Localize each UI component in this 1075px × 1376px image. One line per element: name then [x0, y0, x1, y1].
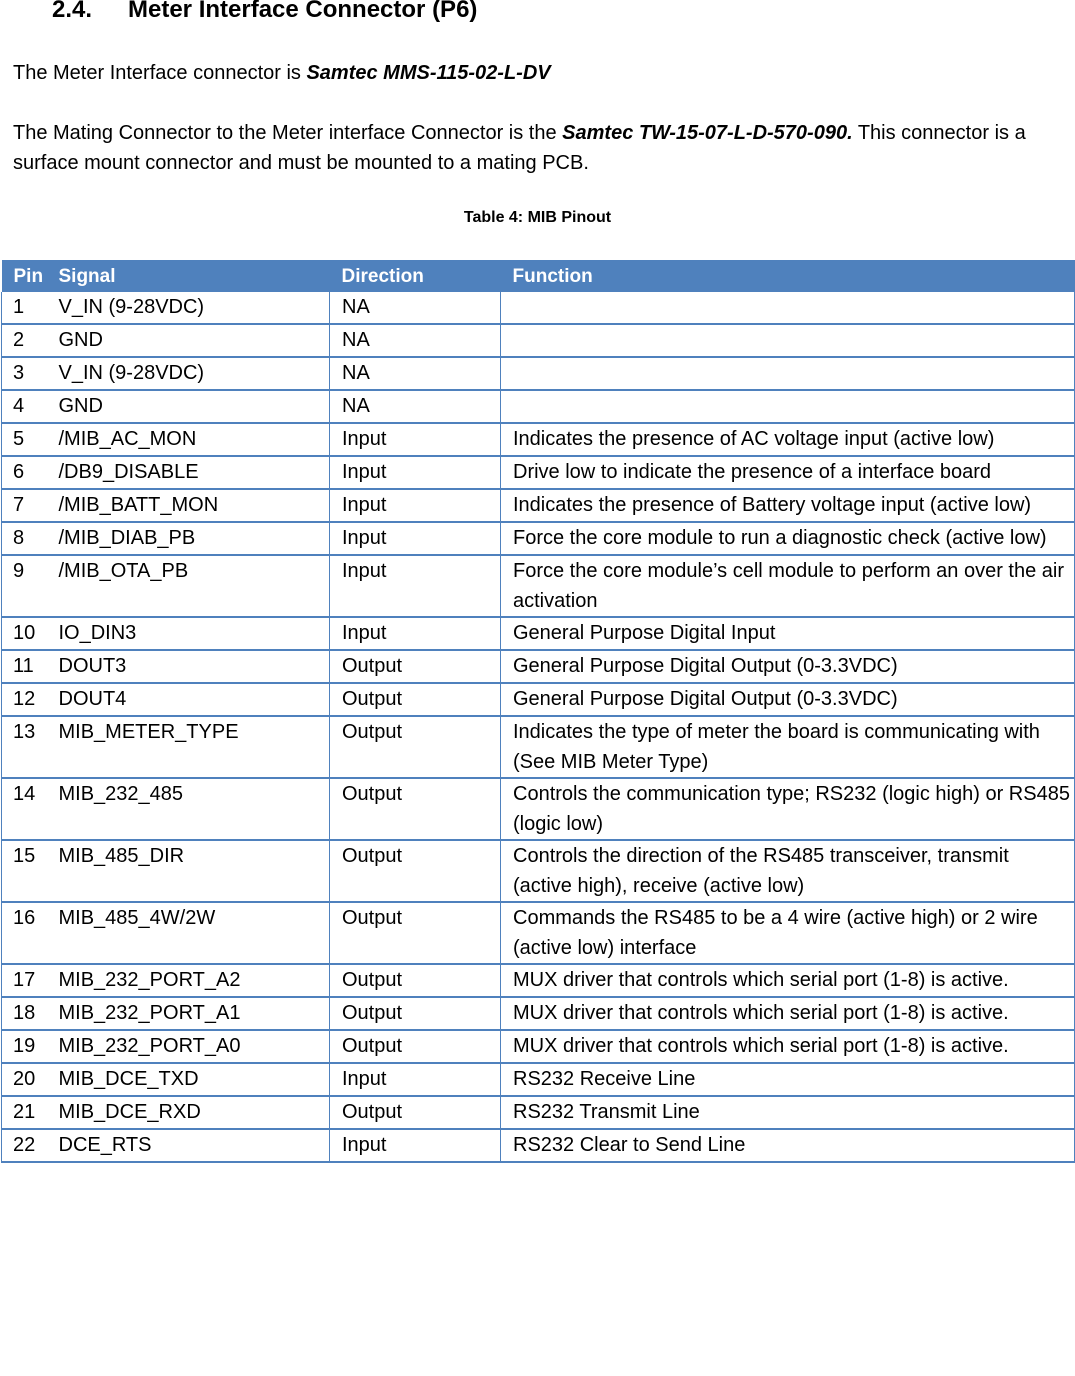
pin-cell: 19: [2, 1030, 55, 1063]
connector-paragraph: [13, 58, 1053, 88]
signal-cell: MIB_DCE_RXD: [55, 1096, 330, 1129]
signal-cell: MIB_232_PORT_A1: [55, 997, 330, 1030]
table-row: [2, 324, 1075, 357]
paragraph-text: The Meter Interface connector is: [13, 62, 307, 84]
direction-cell: Input: [330, 1129, 501, 1162]
signal-cell: DCE_RTS: [55, 1129, 330, 1162]
signal-cell: V_IN (9-28VDC): [55, 357, 330, 390]
direction-cell: Output: [330, 1096, 501, 1129]
function-cell: General Purpose Digital Input: [501, 617, 1075, 650]
table-row: [2, 1129, 1075, 1162]
signal-cell: /MIB_BATT_MON: [55, 489, 330, 522]
signal-cell: MIB_485_DIR: [55, 840, 330, 902]
direction-cell: Output: [330, 683, 501, 716]
pin-cell: 8: [2, 522, 55, 555]
function-cell: Indicates the type of meter the board is communicating with (See MIB Meter Type): [501, 716, 1075, 778]
direction-cell: Output: [330, 964, 501, 997]
table-row: [2, 489, 1075, 522]
pin-cell: 14: [2, 778, 55, 840]
table-row: [2, 456, 1075, 489]
section-heading: [52, 0, 477, 24]
signal-cell: /MIB_OTA_PB: [55, 555, 330, 617]
function-cell: MUX driver that controls which serial port (1-8) is active.: [501, 997, 1075, 1030]
function-cell: Indicates the presence of Battery voltage input (active low): [501, 489, 1075, 522]
direction-cell: Input: [330, 555, 501, 617]
direction-cell: Input: [330, 1063, 501, 1096]
direction-cell: Output: [330, 997, 501, 1030]
header-direction: Direction: [330, 261, 501, 292]
table-body: [2, 292, 1075, 1162]
signal-cell: V_IN (9-28VDC): [55, 292, 330, 324]
pin-cell: 10: [2, 617, 55, 650]
signal-cell: DOUT4: [55, 683, 330, 716]
pin-cell: 13: [2, 716, 55, 778]
table-row: [2, 902, 1075, 964]
table-row: [2, 423, 1075, 456]
direction-cell: Output: [330, 902, 501, 964]
direction-cell: Input: [330, 489, 501, 522]
table-row: [2, 683, 1075, 716]
pin-cell: 21: [2, 1096, 55, 1129]
table-row: [2, 650, 1075, 683]
direction-cell: Input: [330, 522, 501, 555]
table-caption: Table 4: MIB Pinout: [463, 209, 612, 226]
table-row: [2, 292, 1075, 324]
pin-cell: 18: [2, 997, 55, 1030]
direction-cell: NA: [330, 390, 501, 423]
mating-connector-paragraph: [13, 118, 1053, 178]
function-cell: RS232 Clear to Send Line: [501, 1129, 1075, 1162]
signal-cell: /DB9_DISABLE: [55, 456, 330, 489]
signal-cell: IO_DIN3: [55, 617, 330, 650]
direction-cell: Output: [330, 716, 501, 778]
pin-cell: 6: [2, 456, 55, 489]
direction-cell: Input: [330, 617, 501, 650]
header-function: Function: [501, 261, 1075, 292]
pin-cell: 1: [2, 292, 55, 324]
signal-cell: DOUT3: [55, 650, 330, 683]
table-row: [2, 555, 1075, 617]
header-signal: Signal: [55, 261, 330, 292]
direction-cell: NA: [330, 357, 501, 390]
signal-cell: MIB_232_485: [55, 778, 330, 840]
signal-cell: GND: [55, 324, 330, 357]
direction-cell: NA: [330, 292, 501, 324]
function-cell: MUX driver that controls which serial port (1-8) is active.: [501, 964, 1075, 997]
signal-cell: /MIB_DIAB_PB: [55, 522, 330, 555]
mating-part-number: Samtec TW-15-07-L-D-570-090.: [562, 122, 853, 144]
function-cell: RS232 Transmit Line: [501, 1096, 1075, 1129]
table-row: [2, 522, 1075, 555]
function-cell: Force the core module to run a diagnostic check (active low): [501, 522, 1075, 555]
function-cell: General Purpose Digital Output (0-3.3VDC): [501, 650, 1075, 683]
function-cell: RS232 Receive Line: [501, 1063, 1075, 1096]
table-header-row: [2, 261, 1075, 292]
table-row: [2, 840, 1075, 902]
pin-cell: 9: [2, 555, 55, 617]
paragraph-text: The Mating Connector to the Meter interface Connector is the: [13, 122, 563, 144]
direction-cell: Input: [330, 423, 501, 456]
direction-cell: Input: [330, 456, 501, 489]
paragraph-text-rest: This connector is a surface mount connector and must be mounted to a mating PCB.: [13, 122, 1026, 174]
pinout-table: [1, 260, 1075, 1163]
pin-cell: 16: [2, 902, 55, 964]
table-row: [2, 716, 1075, 778]
table-row: [2, 1096, 1075, 1129]
function-cell: [501, 357, 1075, 390]
signal-cell: MIB_METER_TYPE: [55, 716, 330, 778]
pin-cell: 20: [2, 1063, 55, 1096]
pin-cell: 3: [2, 357, 55, 390]
function-cell: Indicates the presence of AC voltage input (active low): [501, 423, 1075, 456]
signal-cell: /MIB_AC_MON: [55, 423, 330, 456]
function-cell: MUX driver that controls which serial port (1-8) is active.: [501, 1030, 1075, 1063]
table-row: [2, 964, 1075, 997]
function-cell: [501, 292, 1075, 324]
header-pin: Pin: [2, 261, 55, 292]
function-cell: [501, 390, 1075, 423]
table-row: [2, 1030, 1075, 1063]
direction-cell: NA: [330, 324, 501, 357]
function-cell: Commands the RS485 to be a 4 wire (active high) or 2 wire (active low) interface: [501, 902, 1075, 964]
function-cell: Force the core module’s cell module to perform an over the air activation: [501, 555, 1075, 617]
table-row: [2, 778, 1075, 840]
pin-cell: 7: [2, 489, 55, 522]
pin-cell: 22: [2, 1129, 55, 1162]
signal-cell: MIB_485_4W/2W: [55, 902, 330, 964]
table-row: [2, 357, 1075, 390]
direction-cell: Output: [330, 650, 501, 683]
table-row: [2, 1063, 1075, 1096]
pin-cell: 2: [2, 324, 55, 357]
table-row: [2, 997, 1075, 1030]
pin-cell: 5: [2, 423, 55, 456]
function-cell: Drive low to indicate the presence of a interface board: [501, 456, 1075, 489]
table-row: [2, 390, 1075, 423]
direction-cell: Output: [330, 1030, 501, 1063]
signal-cell: MIB_DCE_TXD: [55, 1063, 330, 1096]
pin-cell: 11: [2, 650, 55, 683]
function-cell: [501, 324, 1075, 357]
connector-part-number: Samtec MMS-115-02-L-DV: [306, 62, 551, 84]
function-cell: Controls the direction of the RS485 transceiver, transmit (active high), receive (active low): [501, 840, 1075, 902]
signal-cell: MIB_232_PORT_A2: [55, 964, 330, 997]
direction-cell: Output: [330, 840, 501, 902]
function-cell: General Purpose Digital Output (0-3.3VDC): [501, 683, 1075, 716]
pin-cell: 15: [2, 840, 55, 902]
direction-cell: Output: [330, 778, 501, 840]
signal-cell: GND: [55, 390, 330, 423]
section-number: 2.4.: [52, 0, 93, 23]
pin-cell: 4: [2, 390, 55, 423]
pin-cell: 12: [2, 683, 55, 716]
pin-cell: 17: [2, 964, 55, 997]
section-title: Meter Interface Connector (P6): [128, 0, 478, 23]
signal-cell: MIB_232_PORT_A0: [55, 1030, 330, 1063]
function-cell: Controls the communication type; RS232 (logic high) or RS485 (logic low): [501, 778, 1075, 840]
table-row: [2, 617, 1075, 650]
